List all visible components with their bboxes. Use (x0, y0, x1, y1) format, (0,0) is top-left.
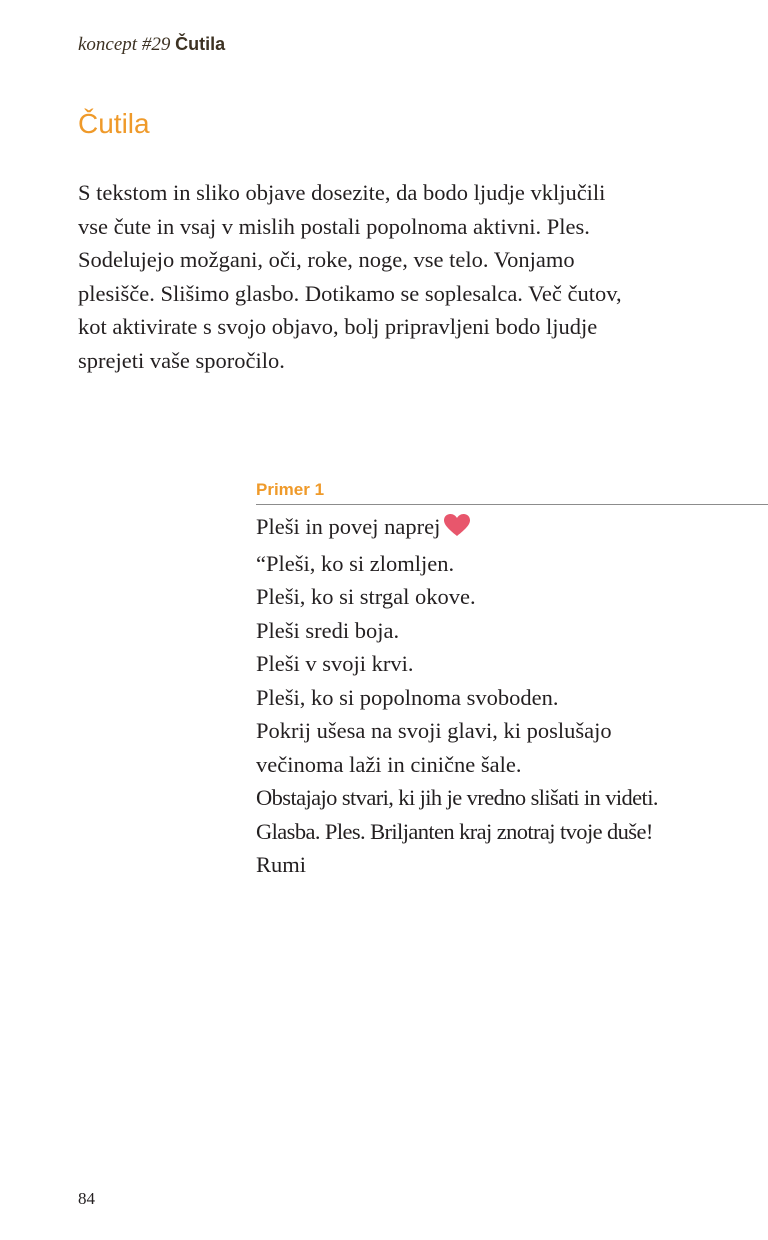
page-number: 84 (78, 1189, 95, 1208)
body-paragraph (78, 176, 698, 377)
poem-line: večinoma laži in cinične šale. (256, 751, 522, 777)
body-line: vse čute in vsaj v mislih postali popolnoma aktivni. Ples. (78, 213, 590, 239)
concept-topic: Čutila (175, 34, 226, 54)
page-title: Čutila (78, 108, 150, 139)
body-line: S tekstom in sliko objave dosezite, da bodo ljudje vključili (78, 180, 606, 205)
poem-line: Pleši v svoji krvi. (256, 651, 414, 676)
poem-line: Pleši, ko si strgal okove. (256, 584, 476, 609)
body-line: sprejeti vaše sporočilo. (78, 347, 285, 373)
poem-first-line-text: Pleši in povej naprej (256, 514, 441, 539)
running-header (78, 32, 225, 57)
body-line: plesišče. Slišimo glasbo. Dotikamo se soplesalca. Več čutov, (78, 280, 622, 306)
poem-author: Rumi (256, 852, 307, 877)
poem-line: Pleši, ko si popolnoma svoboden. (256, 684, 559, 710)
body-line: kot aktivirate s svojo objavo, bolj pripravljeni bodo ljudje (78, 314, 598, 339)
poem-line: Glasba. Ples. Briljanten kraj znotraj tvoje duše! (256, 818, 653, 844)
example-divider (256, 504, 768, 505)
poem-first-line (256, 510, 768, 547)
concept-number: koncept #29 (78, 34, 171, 55)
poem-line: Pleši sredi boja. (256, 617, 400, 643)
poem-line: “Pleši, ko si zlomljen. (256, 550, 455, 576)
example-poem (256, 510, 768, 882)
example-label: Primer 1 (256, 480, 325, 499)
heart-icon (444, 513, 470, 547)
body-line: Sodelujejo možgani, oči, roke, noge, vse telo. Vonjamo (78, 247, 575, 272)
poem-line: Obstajajo stvari, ki jih je vredno slišati in videti. (256, 785, 658, 810)
example-block (256, 478, 768, 882)
poem-line: Pokrij ušesa na svoji glavi, ki poslušajo (256, 718, 612, 743)
